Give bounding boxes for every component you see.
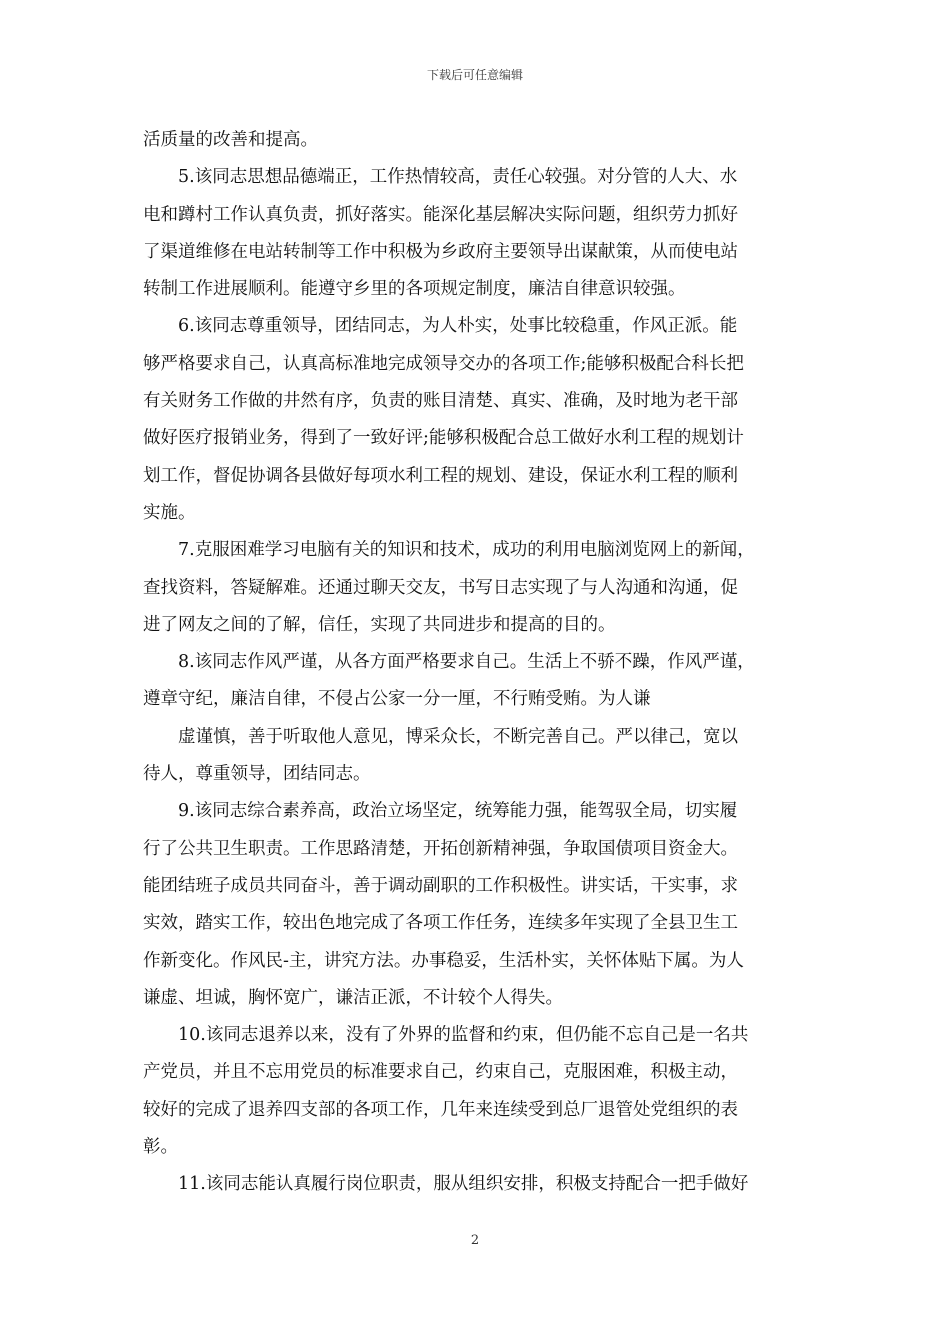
page-number: 2 (470, 1233, 480, 1248)
text-line: 够严格要求自己，认真高标准地完成领导交办的各项工作;能够积极配合科长把 (143, 353, 744, 374)
text-line: 待人，尊重领导，团结同志。 (143, 764, 371, 785)
text-line: 谦虚、坦诚，胸怀宽广，谦洁正派，不计较个人得失。 (143, 987, 563, 1008)
text-line: 做好医疗报销业务，得到了一致好评;能够积极配合总工做好水利工程的规划计 (143, 428, 744, 449)
paragraph-line: 11.该同志能认真履行岗位职责，服从组织安排，积极支持配合一把手做好 (178, 1174, 749, 1195)
text-line: 了渠道维修在电站转制等工作中积极为乡政府主要领导出谋献策，从而使电站 (143, 241, 738, 262)
paragraph-line: 10.该同志退养以来，没有了外界的监督和约束，但仍能不忘自己是一名共 (178, 1025, 749, 1046)
text-line: 较好的完成了退养四支部的各项工作，几年来连续受到总厂退管处党组织的表 (143, 1099, 738, 1120)
text-line: 作新变化。作风民-主，讲究方法。办事稳妥，生活朴实，关怀体贴下属。为人 (143, 950, 744, 971)
page-header: 下载后可任意编辑 (426, 68, 523, 82)
paragraph-line: 9.该同志综合素养高，政治立场坚定，统筹能力强，能驾驭全局，切实履 (178, 801, 738, 822)
text-line: 查找资料，答疑解难。还通过聊天交友，书写日志实现了与人沟通和沟通，促 (143, 577, 738, 598)
document-body (143, 122, 809, 1204)
text-line: 有关财务工作做的井然有序，负责的账目清楚、真实、准确，及时地为老干部 (143, 391, 738, 412)
text-line: 实效，踏实工作，较出色地完成了各项工作任务，连续多年实现了全县卫生工 (143, 913, 738, 934)
text-line: 划工作，督促协调各县做好每项水利工程的规划、建设，保证水利工程的顺利 (143, 465, 738, 486)
paragraph-line: 8.该同志作风严谨，从各方面严格要求自己。生活上不骄不躁，作风严谨， (178, 652, 755, 673)
text-line: 能团结班子成员共同奋斗，善于调动副职的工作积极性。讲实话，干实事，求 (143, 875, 738, 896)
text-line: 实施。 (143, 502, 196, 523)
text-line: 行了公共卫生职责。工作思路清楚，开拓创新精神强，争取国债项目资金大。 (143, 838, 738, 859)
text-line: 电和蹲村工作认真负责，抓好落实。能深化基层解决实际问题，组织劳力抓好 (143, 204, 738, 225)
paragraph-line: 6.该同志尊重领导，团结同志，为人朴实，处事比较稳重，作风正派。能 (178, 316, 738, 337)
text-line: 活质量的改善和提高。 (143, 130, 318, 150)
paragraph-line: 7.克服困难学习电脑有关的知识和技术，成功的利用电脑浏览网上的新闻， (178, 540, 755, 561)
paragraph-line: 虚谨慎，善于听取他人意见，博采众长，不断完善自己。严以律己，宽以 (178, 726, 738, 747)
paragraph-line: 5.该同志思想品德端正，工作热情较高，责任心较强。对分管的人大、水 (178, 167, 738, 188)
text-line: 彰。 (143, 1137, 178, 1158)
text-line: 产党员，并且不忘用党员的标准要求自己，约束自己，克服困难，积极主动， (143, 1062, 738, 1083)
text-line: 遵章守纪，廉洁自律，不侵占公家一分一厘，不行贿受贿。为人谦 (143, 689, 651, 710)
text-line: 转制工作进展顺利。能遵守乡里的各项规定制度，廉洁自律意识较强。 (143, 279, 686, 300)
text-line: 进了网友之间的了解，信任，实现了共同进步和提高的目的。 (143, 614, 616, 635)
